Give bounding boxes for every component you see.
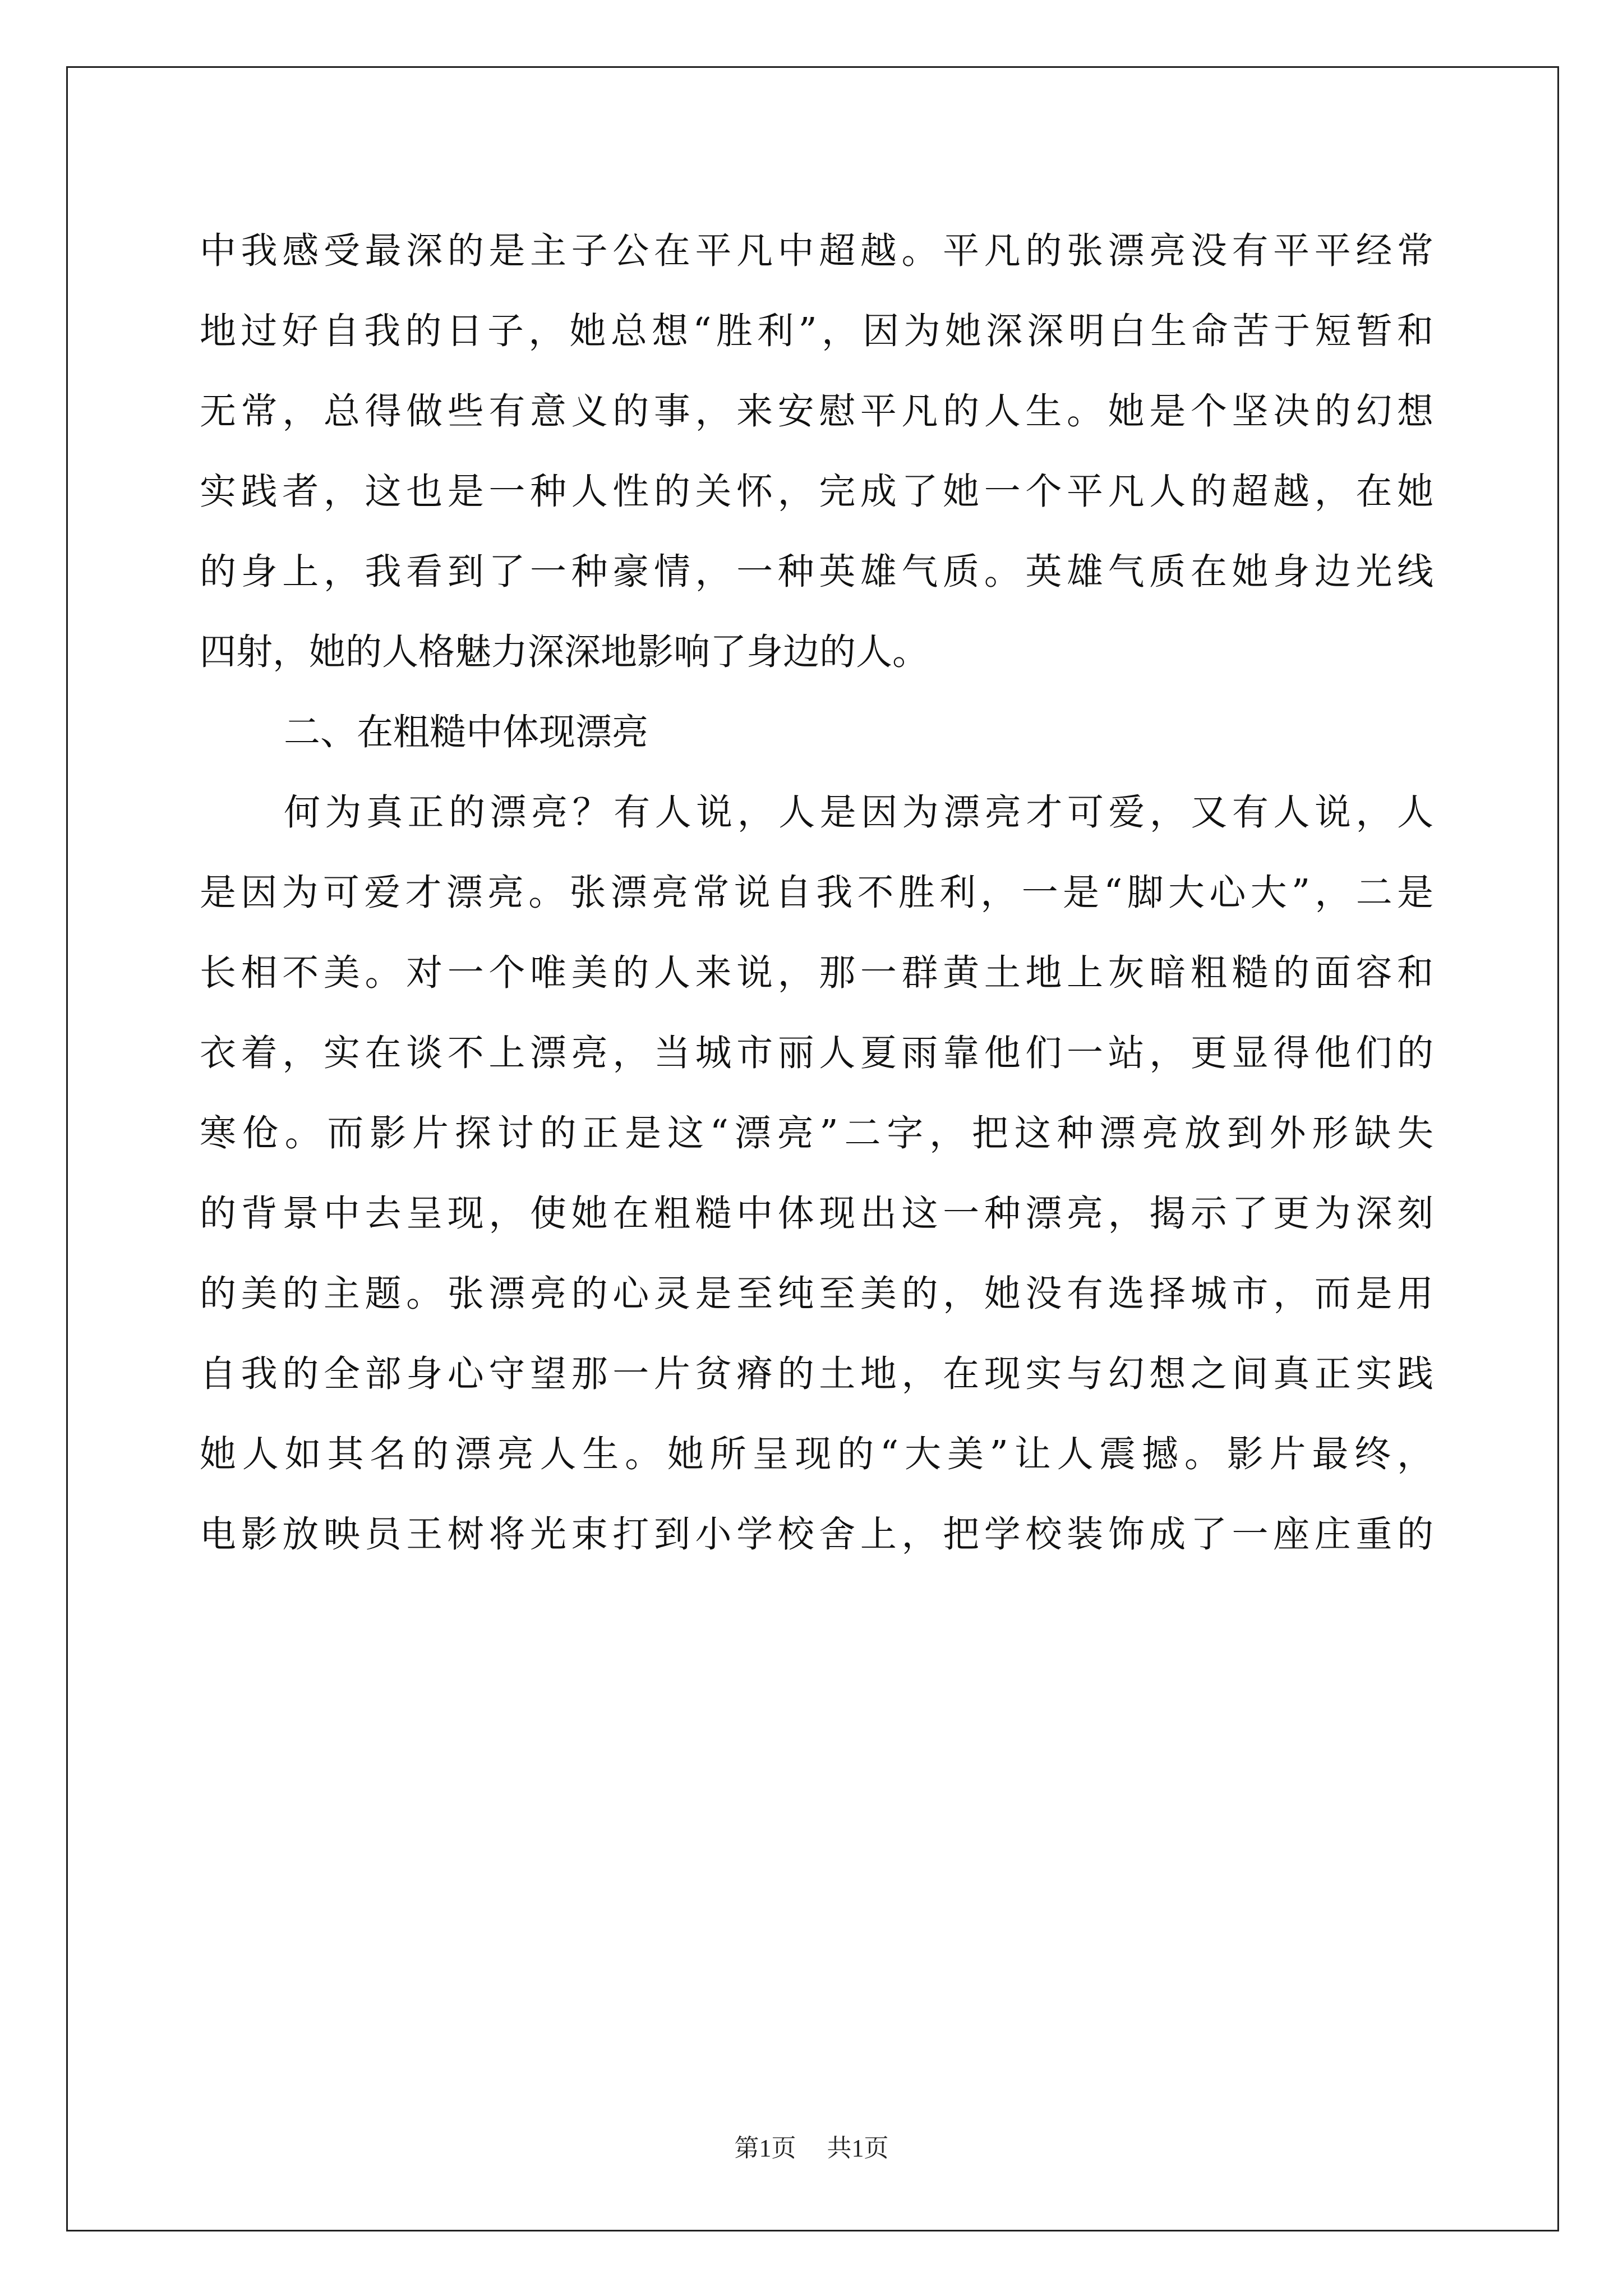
text-line: 地过好自我的日子，她总想“胜利”，因为她深深明白生命苦于短暂和 bbox=[200, 310, 1433, 352]
text-line: 实践者，这也是一种人性的关怀，完成了她一个平凡人的超越，在她 bbox=[200, 471, 1433, 513]
text-line: 她人如其名的漂亮人生。她所呈现的“大美”让人震撼。影片最终， bbox=[200, 1433, 1433, 1475]
text-line: 的美的主题。张漂亮的心灵是至纯至美的，她没有选择城市，而是用 bbox=[200, 1273, 1433, 1315]
text-line: 长相不美。对一个唯美的人来说，那一群黄土地上灰暗粗糙的面容和 bbox=[200, 952, 1433, 994]
text-line: 中我感受最深的是主子公在平凡中超越。平凡的张漂亮没有平平经常 bbox=[200, 230, 1433, 272]
page-footer bbox=[0, 2132, 1623, 2165]
page-number: 第1页 bbox=[734, 2134, 796, 2162]
page-total: 共1页 bbox=[827, 2134, 889, 2162]
text-line: 寒伧。而影片探讨的正是这“漂亮”二字，把这种漂亮放到外形缺失 bbox=[200, 1112, 1433, 1154]
text-line: 电影放映员王树将光束打到小学校舍上，把学校装饰成了一座庄重的 bbox=[200, 1513, 1433, 1556]
section-heading: 二、在粗糙中体现漂亮 bbox=[284, 711, 649, 753]
text-line: 自我的全部身心守望那一片贫瘠的土地，在现实与幻想之间真正实践 bbox=[200, 1353, 1433, 1395]
text-line: 无常，总得做些有意义的事，来安慰平凡的人生。她是个坚决的幻想 bbox=[200, 390, 1433, 432]
text-line: 四射，她的人格魅力深深地影响了身边的人。 bbox=[200, 631, 929, 673]
text-line: 的身上，我看到了一种豪情，一种英雄气质。英雄气质在她身边光线 bbox=[200, 551, 1433, 593]
text-line: 何为真正的漂亮？有人说，人是因为漂亮才可爱，又有人说，人 bbox=[284, 792, 1433, 834]
text-line: 的背景中去呈现，使她在粗糙中体现出这一种漂亮，揭示了更为深刻 bbox=[200, 1193, 1433, 1235]
text-line: 是因为可爱才漂亮。张漂亮常说自我不胜利，一是“脚大心大”，二是 bbox=[200, 872, 1433, 914]
document-body bbox=[200, 220, 1433, 1584]
text-line: 衣着，实在谈不上漂亮，当城市丽人夏雨靠他们一站，更显得他们的 bbox=[200, 1032, 1433, 1074]
